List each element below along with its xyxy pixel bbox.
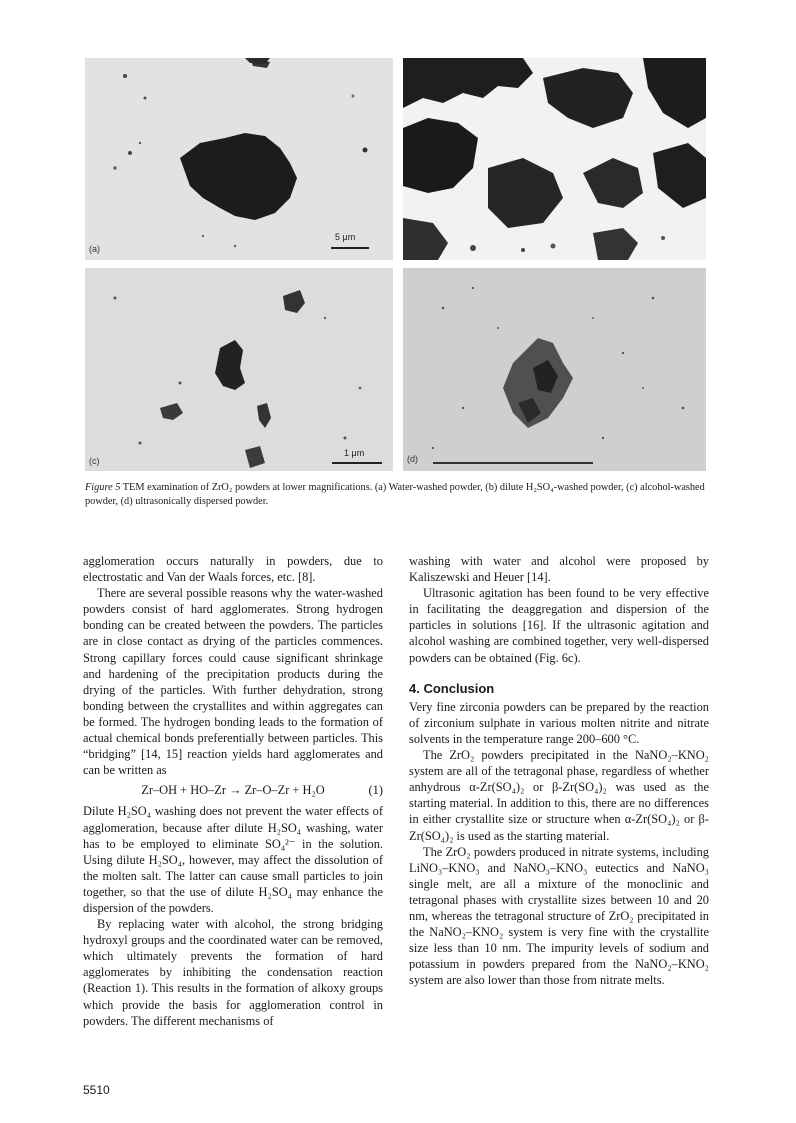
figure-caption-text: TEM examination of ZrO₂ powders at lower magnifications. (a) Water-washed powder, (b) dilute H₂SO₄-washed powder, (c) alcohol-washed powder, (d) ultrasonically dispersed powder. [85, 482, 705, 507]
right-column [409, 553, 709, 988]
panel-label-d: (d) [407, 454, 418, 464]
equation-1: Zr–OH + HO–Zr → Zr–O–Zr + H₂O [141, 783, 325, 798]
panel-label-b: (b) [407, 244, 418, 254]
panel-label-a: (a) [89, 244, 100, 254]
figure-panel-b [403, 58, 706, 260]
figure-panel-c [85, 268, 393, 471]
micrograph-image-c [85, 268, 393, 471]
micrograph-image-d [403, 268, 706, 471]
right-paragraph-2: Ultrasonic agitation has been found to be very effective in facilitating the deaggregation and dispersion of the particles in solutions [16]. If the ultrasonic agitation and alcohol washing are combined together, very well-dispersed powders can be obtained (Fig. 6c). [409, 586, 709, 665]
micrograph-image-a [85, 58, 393, 260]
left-column [83, 553, 383, 1029]
right-paragraph-4: The ZrO₂ powders precipitated in the NaNO₂–KNO₂ system are all of the tetragonal phase, regardless of whether anhydrous α-Zr(SO₄)₂ or β-Zr(SO₄)₂ was used as the starting material. In addition to this, there are no differences in either crystallite size or structure when α-Zr(SO₄)₂ or β-Zr(SO₄)₂ is used as the starting material. [409, 748, 709, 843]
scale-bar-label-c: 1 μm [344, 448, 365, 458]
page-number: 5510 [83, 1083, 110, 1097]
figure-caption [85, 481, 713, 509]
equation-number: (1) [368, 783, 383, 798]
figure-panel-a [85, 58, 393, 260]
figure-caption-label: Figure 5 [85, 482, 121, 493]
scale-bar-label-a: 5 μm [335, 232, 356, 242]
section-heading-conclusion: 4. Conclusion [409, 680, 495, 696]
right-paragraph-3: Very fine zirconia powders can be prepared by the reaction of zirconium sulphate in various molten nitrite and nitrate solvents in the temperature range 200–600 °C. [409, 699, 709, 746]
panel-label-c: (c) [89, 456, 100, 466]
scale-bar-c [332, 462, 382, 464]
left-paragraph-4: By replacing water with alcohol, the strong bridging hydroxyl groups and the coordinated water can be removed, which ultimately prevents the formation of hard agglomerates by inhibiting the condensation reaction (Reaction 1). This results in the formation of alkoxy groups which provide the basis for agglomeration control in powders. The different mechanisms of [83, 917, 383, 1028]
equation-block [83, 782, 383, 798]
right-paragraph-5: The ZrO₂ powders produced in nitrate systems, including LiNO₃–KNO₃ and NaNO₃–KNO₃ eutectics and NaNO₃ single melt, are all a mixture of the monoclinic and tetragonal phases with crystallite sizes between 10 and 20 nm, whereas the tetragonal structure of ZrO₂ precipitated in the NaNO₂–KNO₂ system is very fine with the crystallite size less than 10 nm. The impurity levels of sodium and potassium in powders prepared from the NaNO₂–KNO₂ system are also lower than those from nitrate melts. [409, 844, 709, 988]
left-paragraph-3: Dilute H₂SO₄ washing does not prevent the water effects of agglomeration, because after dilute H₂SO₄ washing, water has to be employed to eliminate SO₄²⁻ in the solution. Using dilute H₂SO₄, however, may affect the dissolution of the molten salt. The latter can cause small particles to join together, so that the use of dilute H₂SO₄ may enhance the dispersion of the powders. [83, 804, 383, 915]
left-paragraph-1: agglomeration occurs naturally in powders, due to electrostatic and Van der Waals forces, etc. [8]. [83, 554, 383, 585]
micrograph-image-b [403, 58, 706, 260]
figure-panel-d [403, 268, 706, 471]
left-paragraph-2: There are several possible reasons why the water-washed powders consist of hard agglomerates. Strong hydrogen bonding can be created between the powders. The particles are in close contact as drying of the particles commences. Strong capillary forces could cause significant shrinkage and hardening of the precipitation products during the drying of the particles. With further dehydration, strong bonding between the crystallites and within aggregates can be formed. The hydrogen bonding leads to the formation of actual chemical bonds preferentially between particles. This “bridging” [14, 15] reaction yields hard agglomerates and can be written as [83, 586, 383, 778]
scale-bar-a [331, 247, 369, 249]
right-paragraph-1: washing with water and alcohol were proposed by Kaliszewski and Heuer [14]. [409, 554, 709, 585]
